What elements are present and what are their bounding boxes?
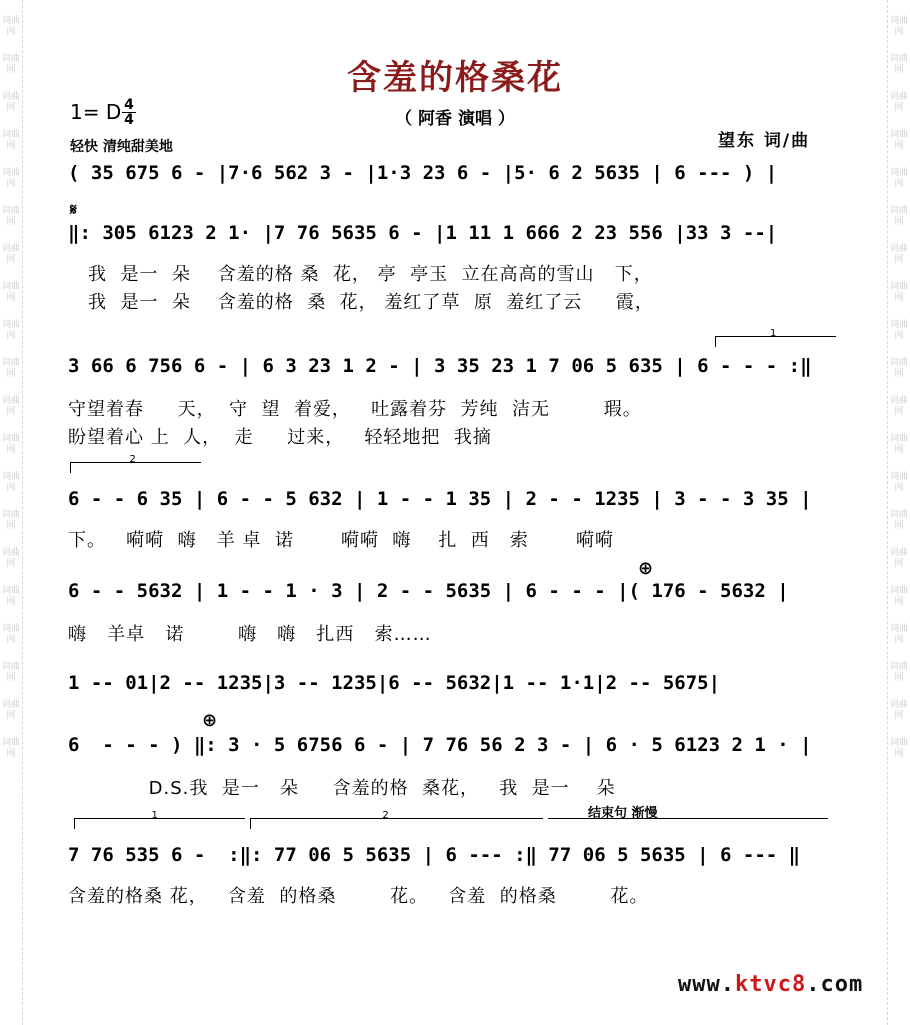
watermark-text: 词曲网	[1, 92, 20, 113]
left-watermark-strip	[0, 0, 23, 1025]
watermark-text: 词曲网	[1, 16, 20, 37]
watermark-text: 词曲网	[889, 92, 908, 113]
volta-number: 1	[770, 328, 777, 339]
volta-bracket-2	[250, 810, 543, 829]
watermark-text: 词曲网	[1, 168, 20, 189]
volta-number: 2	[129, 454, 136, 465]
watermark-text: 词曲网	[1, 282, 20, 303]
watermark-text: 词曲网	[889, 16, 908, 37]
coda-sign: ⊕	[202, 710, 218, 731]
watermark-text: 词曲网	[1, 358, 20, 379]
volta-bracket-2	[70, 454, 201, 473]
key-signature: 1= D	[70, 100, 122, 124]
volta-bracket-1	[715, 328, 836, 347]
right-watermark-strip	[887, 0, 910, 1025]
watermark-text: 词曲网	[889, 662, 908, 683]
watermark-text: 词曲网	[1, 244, 20, 265]
watermark-text: 词曲网	[889, 54, 908, 75]
watermark-text: 词曲网	[1, 320, 20, 341]
notation-line-7: 6 - - - ) ‖: 3 · 5 6756 6 - | 7 76 56 2 3 - | 6 · 5 6123 2 1 · |	[68, 734, 812, 756]
lyric-line-2b: 我 是一 朵 含羞的格 桑 花， 羞红了草 原 羞红了云 霞，	[88, 292, 654, 313]
watermark-text: 词曲网	[1, 738, 20, 759]
site-suffix: .com	[806, 972, 864, 997]
watermark-text: 词曲网	[889, 396, 908, 417]
lyric-line-3a: 守望着春 天， 守 望 着爱， 吐露着芬 芳纯 洁无 瑕。	[68, 399, 642, 420]
watermark-text: 词曲网	[889, 738, 908, 759]
segno-sign: 𝄋	[70, 200, 77, 219]
watermark-text: 词曲网	[889, 434, 908, 455]
notation-line-3: 3 66 6 756 6 - | 6 3 23 1 2 - | 3 35 23 1 7 06 5 635 | 6 - - - :‖	[68, 355, 812, 377]
lyric-line-8: 含羞的格桑 花， 含羞 的格桑 花。 含羞 的格桑 花。	[68, 886, 649, 907]
tempo-marking: 轻快 清纯甜美地	[70, 139, 173, 155]
watermark-text: 词曲网	[889, 130, 908, 151]
watermark-text: 词曲网	[1, 434, 20, 455]
watermark-text: 词曲网	[889, 358, 908, 379]
watermark-text: 词曲网	[1, 548, 20, 569]
site-brand: ktvc8	[734, 972, 807, 997]
site-logo	[678, 972, 863, 997]
watermark-text: 词曲网	[1, 624, 20, 645]
notation-line-8: 7 76 535 6 - :‖: 77 06 5 5635 | 6 --- :‖ 77 06 5 5635 | 6 --- ‖	[68, 844, 801, 866]
volta-bracket-1	[74, 810, 245, 829]
watermark-text: 词曲网	[1, 586, 20, 607]
time-signature-top: 4	[124, 97, 134, 113]
ending-note: 结束句 渐慢	[588, 806, 658, 821]
lyricist-composer: 望东 词/曲	[718, 131, 811, 151]
watermark-text: 词曲网	[1, 130, 20, 151]
singer-credit: （ 阿香 演唱 ）	[395, 109, 515, 129]
watermark-text: 词曲网	[889, 168, 908, 189]
watermark-text: 词曲网	[1, 700, 20, 721]
watermark-text: 词曲网	[889, 320, 908, 341]
watermark-text: 词曲网	[889, 472, 908, 493]
watermark-text: 词曲网	[889, 244, 908, 265]
notation-line-5: 6 - - 5632 | 1 - - 1 · 3 | 2 - - 5635 | 6 - - - |( 176 - 5632 |	[68, 580, 789, 602]
watermark-text: 词曲网	[1, 396, 20, 417]
watermark-text: 词曲网	[889, 510, 908, 531]
notation-line-4: 6 - - 6 35 | 6 - - 5 632 | 1 - - 1 35 | 2 - - 1235 | 3 - - 3 35 |	[68, 488, 812, 510]
watermark-text: 词曲网	[1, 662, 20, 683]
watermark-text: 词曲网	[889, 700, 908, 721]
song-title: 含羞的格桑花	[347, 58, 563, 98]
lyric-line-2a: 我 是一 朵 含羞的格 桑 花， 亭 亭玉 立在高高的雪山 下，	[88, 264, 653, 285]
watermark-text: 词曲网	[889, 206, 908, 227]
watermark-text: 词曲网	[1, 54, 20, 75]
lyric-line-5: 嗨 羊卓 诺 嗨 嗨 扎西 索……	[68, 624, 432, 645]
watermark-text: 词曲网	[889, 282, 908, 303]
notation-line-6: 1 -- 01|2 -- 1235|3 -- 1235|6 -- 5632|1 -- 1·1|2 -- 5675|	[68, 672, 721, 694]
time-signature-bottom: 4	[122, 112, 136, 127]
volta-number: 2	[382, 810, 389, 821]
watermark-text: 词曲网	[1, 206, 20, 227]
notation-line-1: ( 35 675 6 - |7·6 562 3 - |1·3 23 6 - |5· 6 2 5635 | 6 --- ) |	[68, 162, 778, 184]
watermark-text: 词曲网	[889, 548, 908, 569]
ending-bracket	[548, 806, 828, 829]
watermark-text: 词曲网	[1, 510, 20, 531]
time-signature	[122, 98, 136, 127]
site-prefix: www.	[678, 972, 735, 997]
watermark-text: 词曲网	[889, 586, 908, 607]
lyric-line-7: D.S.我 是一 朵 含羞的格 桑花， 我 是一 朵	[68, 778, 616, 799]
notation-line-2: ‖: 305 6123 2 1· |7 76 5635 6 - |1 11 1 666 2 23 556 |33 3 --|	[68, 222, 778, 244]
lyric-line-4: 下。 嗬嗬 嗨 羊 卓 诺 嗬嗬 嗨 扎 西 索 嗬嗬	[68, 530, 614, 551]
watermark-text: 词曲网	[1, 472, 20, 493]
coda-sign: ⊕	[638, 558, 654, 579]
lyric-line-3b: 盼望着心 上 人， 走 过来， 轻轻地把 我摘	[68, 427, 492, 448]
watermark-text: 词曲网	[889, 624, 908, 645]
volta-number: 1	[151, 810, 158, 821]
